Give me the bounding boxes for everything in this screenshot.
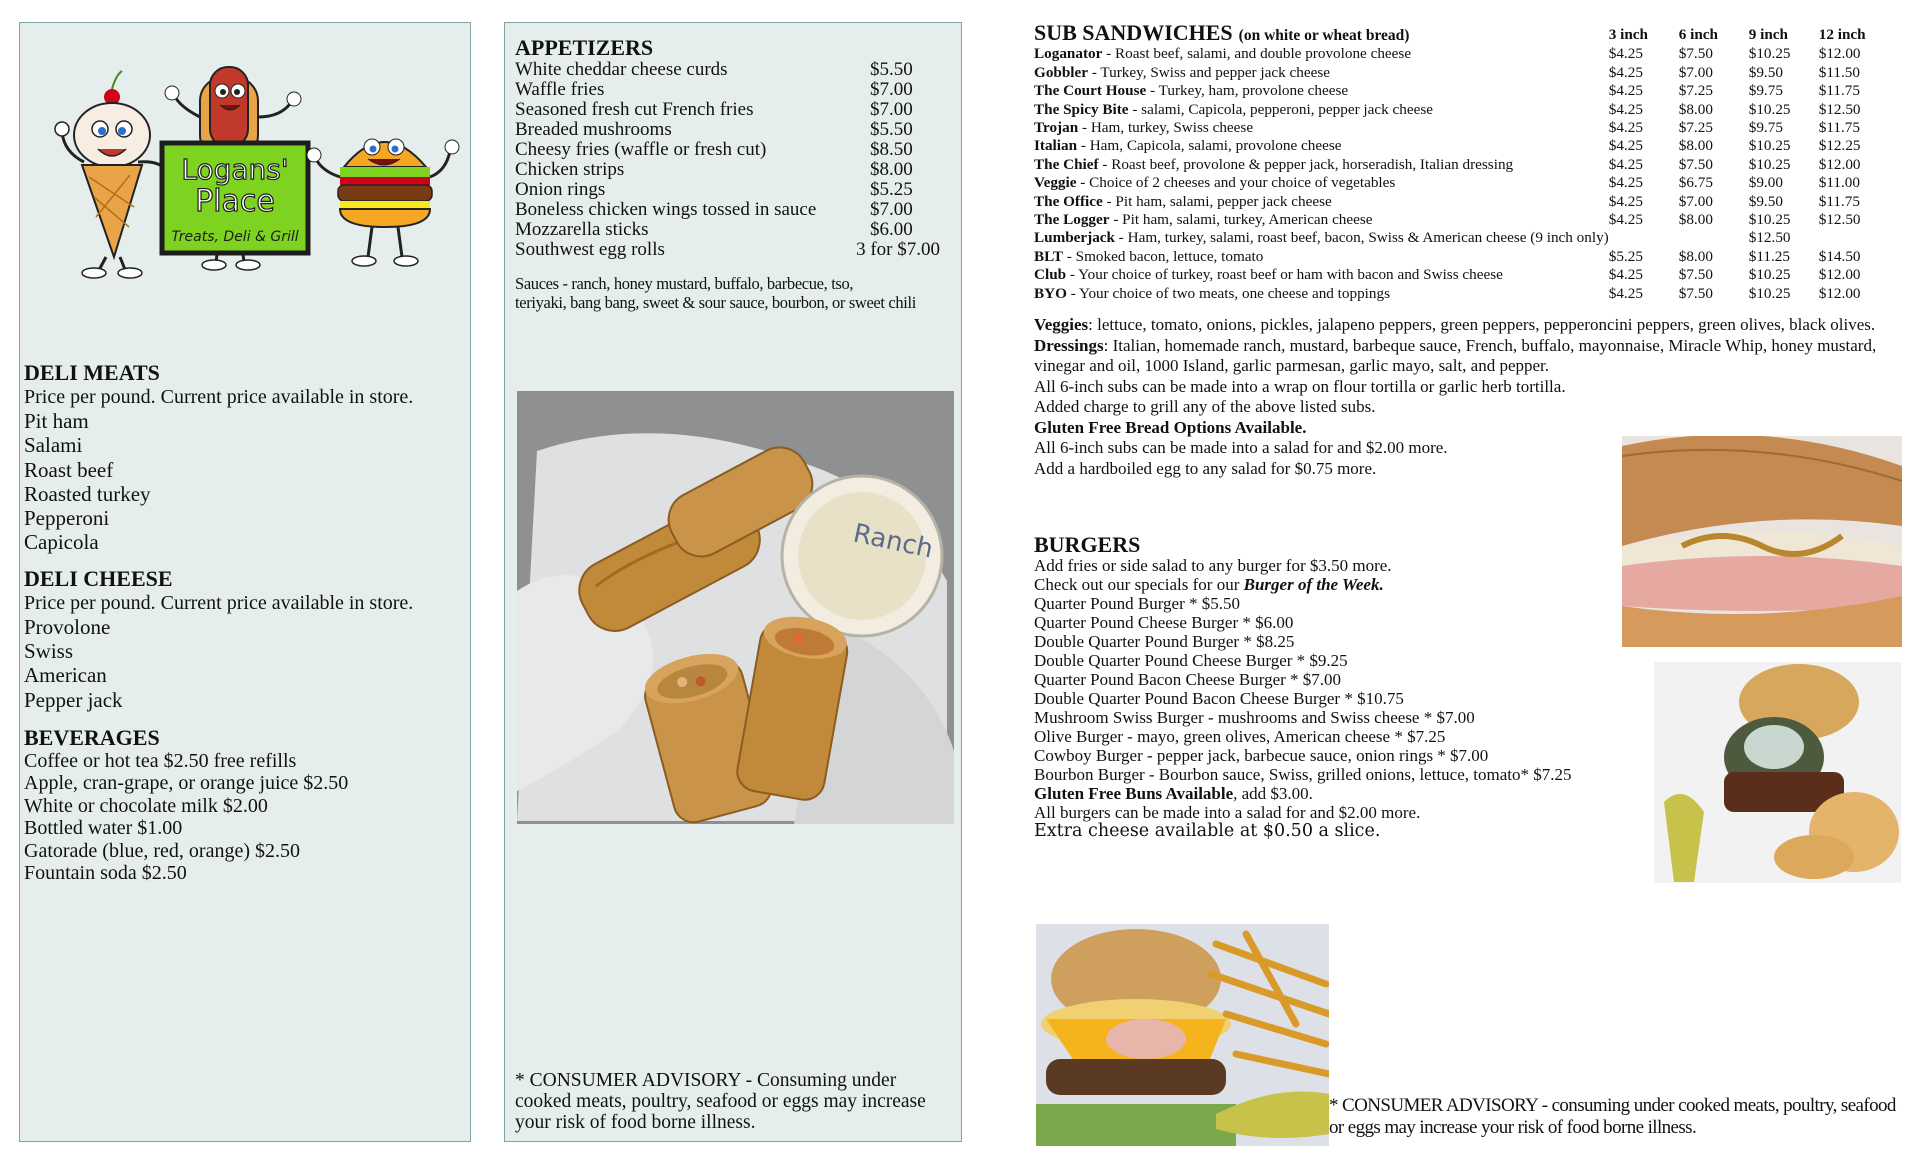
sub-name: The Office: [1034, 192, 1103, 210]
logo-line3: Treats, Deli & Grill: [171, 229, 299, 245]
deli-cheese-note: Price per pound. Current price available in store.: [24, 591, 414, 614]
appetizer-price: $8.00: [870, 159, 913, 180]
appetizer-price: $7.00: [870, 99, 913, 120]
appetizer-price: $7.00: [870, 199, 913, 220]
sub-price: [1819, 229, 1889, 247]
sub-description: [1034, 266, 1609, 284]
deli-meat-item: Salami: [24, 433, 83, 458]
specials-prefix: Check out our specials for our: [1034, 575, 1244, 595]
sub-price: $12.00: [1818, 284, 1861, 302]
sub-description: [1034, 119, 1609, 137]
sub-price: $10.25: [1748, 284, 1791, 302]
appetizers-title: APPETIZERS: [515, 35, 654, 60]
sub-description: [1034, 82, 1609, 100]
sub-sandwich-photo: [1622, 436, 1902, 647]
sub-row: [1034, 193, 1889, 211]
sauces-line: Sauces - ranch, honey mustard, buffalo, barbecue, tso,: [515, 274, 854, 293]
appetizer-price: $7.00: [870, 79, 913, 100]
burger-item: Quarter Pound Bacon Cheese Burger * $7.00: [1034, 670, 1342, 690]
burger-item: Mushroom Swiss Burger - mushrooms and Swiss cheese * $7.00: [1034, 708, 1475, 728]
appetizer-price: $5.50: [870, 59, 913, 80]
sub-description: [1034, 156, 1609, 174]
sub-row: [1034, 119, 1889, 137]
sub-price: $6.75: [1678, 174, 1713, 192]
sub-price: $10.25: [1748, 100, 1791, 118]
sub-ingredients: - Roast beef, provolone & pepper jack, horseradish, Italian dressing: [1098, 155, 1514, 173]
sub-price: $7.50: [1678, 155, 1713, 173]
deli-meat-item: Pit ham: [24, 409, 89, 433]
appetizer-name: Cheesy fries (waffle or fresh cut): [515, 139, 767, 160]
deli-meat-item: Roast beef: [24, 457, 114, 482]
beverage-item: Gatorade (blue, red, orange) $2.50: [24, 839, 300, 862]
sub-row: [1034, 82, 1889, 100]
sub-name: The Chief: [1034, 155, 1099, 173]
sub-ingredients: - Roast beef, salami, and double provolone cheese: [1102, 45, 1412, 63]
sub-price: $11.75: [1818, 119, 1860, 137]
sub-price: $9.50: [1748, 192, 1783, 210]
sub-ingredients: - Turkey, Swiss and pepper jack cheese: [1088, 63, 1330, 81]
appetizer-name: Onion rings: [515, 179, 606, 200]
sub-price: $4.25: [1608, 174, 1643, 192]
deli-meats-note: Price per pound. Current price available in store.: [24, 386, 414, 408]
burger-item: Double Quarter Pound Bacon Cheese Burger * $10.75: [1034, 689, 1404, 709]
sub-ingredients: - salami, Capicola, pepperoni, pepper jack cheese: [1128, 100, 1433, 118]
sub-price: $4.25: [1608, 100, 1643, 118]
deli-meat-item: Capicola: [24, 530, 99, 555]
sub-price: $4.25: [1608, 284, 1643, 302]
sub-price: $8.00: [1678, 247, 1713, 265]
veggies-label: Veggies: [1034, 315, 1089, 335]
egg-rolls-photo: [517, 391, 954, 824]
sub-description: [1034, 174, 1609, 192]
subs-heading: [1034, 20, 1609, 45]
sub-price: $8.00: [1678, 137, 1713, 155]
sub-price: $9.50: [1748, 63, 1783, 81]
dressings-note: [1034, 336, 1894, 377]
size-header: 9 inch: [1748, 25, 1788, 43]
sub-price: $9.75: [1748, 119, 1783, 137]
appetizer-row: [515, 100, 940, 120]
sub-price: $11.50: [1818, 63, 1860, 81]
sub-row: [1034, 211, 1889, 229]
appetizer-name: Boneless chicken wings tossed in sauce: [515, 199, 817, 220]
sub-price: $11.75: [1818, 192, 1860, 210]
appetizer-name: Chicken strips: [515, 159, 625, 180]
appetizer-name: White cheddar cheese curds: [515, 59, 728, 80]
gluten-buns-rest: , add $3.00.: [1233, 784, 1313, 804]
beverage-item: Coffee or hot tea $2.50 free refills: [24, 749, 297, 772]
deli-meat-item: Roasted turkey: [24, 481, 151, 506]
sub-name: The Court House: [1034, 82, 1147, 100]
sub-row: [1034, 45, 1889, 63]
sub-name: Club: [1034, 266, 1067, 284]
sub-ingredients: - Turkey, ham, provolone cheese: [1146, 82, 1349, 100]
subs-title: SUB SANDWICHES: [1034, 20, 1233, 45]
sub-price: $12.25: [1818, 137, 1861, 155]
sub-price: $4.25: [1608, 82, 1643, 100]
burger-photo: [1654, 662, 1901, 883]
sub-price: $11.25: [1748, 247, 1790, 265]
burger-item: Quarter Pound Cheese Burger * $6.00: [1034, 613, 1294, 633]
ranch-cup-label: Ranch: [850, 518, 936, 565]
sub-price: $7.25: [1678, 82, 1713, 100]
logo-line1: Logans': [181, 153, 289, 186]
appetizer-row: [515, 140, 940, 160]
appetizer-row: [515, 240, 940, 260]
sub-name: Italian: [1034, 137, 1078, 155]
sub-price: $7.50: [1678, 284, 1713, 302]
sub-ingredients: - Pit ham, salami, turkey, American cheese: [1109, 211, 1373, 229]
sub-price: $12.00: [1818, 155, 1861, 173]
sub-row: [1034, 174, 1889, 192]
burger-salad-note: All burgers can be made into a salad for and $2.00 more.: [1034, 803, 1421, 823]
beverage-item: Bottled water $1.00: [24, 817, 183, 840]
sub-price: $10.25: [1748, 137, 1791, 155]
appetizer-row: [515, 200, 940, 220]
sub-ingredients: - Ham, turkey, salami, roast beef, bacon, Swiss & American cheese (9 inch only): [1115, 229, 1609, 247]
sub-price: $7.50: [1678, 266, 1713, 284]
veggies-note: [1034, 315, 1894, 336]
salad-note: All 6-inch subs can be made into a salad for and $2.00 more.: [1034, 438, 1448, 458]
deli-cheese-title: DELI CHEESE: [24, 565, 173, 591]
appetizer-row: [515, 60, 940, 80]
deli-cheese-item: Swiss: [24, 639, 74, 664]
sub-description: [1034, 211, 1609, 229]
sub-price: $7.25: [1678, 119, 1713, 137]
appetizer-name: Breaded mushrooms: [515, 119, 672, 140]
sub-name: Lumberjack: [1034, 229, 1115, 247]
sub-ingredients: - Smoked bacon, lettuce, tomato: [1063, 247, 1264, 265]
sub-row: [1034, 137, 1889, 155]
sub-price: $4.25: [1608, 211, 1643, 229]
sauces-note: [515, 274, 940, 312]
cheeseburger-fries-photo: [1036, 924, 1329, 1146]
appetizer-row: [515, 160, 940, 180]
sub-price: $4.25: [1608, 119, 1643, 137]
deli-cheese-item: Provolone: [24, 614, 111, 639]
sub-price: $12.50: [1818, 211, 1861, 229]
sub-price: [1679, 229, 1749, 247]
deli-meat-item: Pepperoni: [24, 506, 110, 531]
appetizer-name: Seasoned fresh cut French fries: [515, 99, 754, 120]
deli-meats-section: [24, 361, 464, 555]
sub-row: [1034, 266, 1889, 284]
burger-item: Cowboy Burger - pepper jack, barbecue sauce, onion rings * $7.00: [1034, 746, 1489, 766]
sub-price: $12.00: [1818, 45, 1861, 63]
dressings-label: Dressings: [1034, 335, 1104, 355]
sub-description: [1034, 193, 1609, 211]
sub-price: $12.50: [1748, 229, 1791, 247]
sub-price: $7.00: [1678, 192, 1713, 210]
size-header: 6 inch: [1678, 25, 1718, 43]
sub-ingredients: - Choice of 2 cheeses and your choice of vegetables: [1076, 174, 1396, 192]
consumer-advisory-middle: * CONSUMER ADVISORY - Consuming under cooked meats, poultry, seafood or eggs may increase your risk of food borne illness.: [515, 1070, 926, 1133]
subs-table: [1034, 20, 1889, 303]
burger-item: Bourbon Burger - Bourbon sauce, Swiss, grilled onions, lettuce, tomato* $7.25: [1034, 765, 1572, 785]
subs-body: [1034, 45, 1889, 303]
appetizer-name: Mozzarella sticks: [515, 219, 649, 240]
sub-row: [1034, 101, 1889, 119]
deli-cheese-item: American: [24, 663, 107, 688]
sub-description: [1034, 137, 1609, 155]
sub-price: $4.25: [1608, 137, 1643, 155]
size-header: 12 inch: [1818, 25, 1866, 43]
appetizer-row: [515, 80, 940, 100]
sauces-line: teriyaki, bang bang, sweet & sour sauce, bourbon, or sweet chili: [515, 293, 916, 312]
sub-price: $10.25: [1748, 266, 1791, 284]
sub-price: $10.25: [1748, 45, 1791, 63]
sub-row: [1034, 64, 1889, 82]
sub-description: [1034, 101, 1609, 119]
sub-price: $4.25: [1608, 63, 1643, 81]
left-menu-content: [24, 361, 464, 895]
logo-line2: Place: [195, 184, 275, 219]
sub-name: Gobbler: [1034, 63, 1089, 81]
sub-price: $14.50: [1818, 247, 1861, 265]
sub-description: [1034, 285, 1609, 303]
gluten-free-bread-note: Gluten Free Bread Options Available.: [1034, 417, 1307, 437]
appetizers-section: [515, 36, 940, 312]
sub-price: [1609, 229, 1679, 247]
appetizer-price: $8.50: [870, 139, 913, 160]
sub-price: $7.00: [1678, 63, 1713, 81]
sub-price: $4.25: [1608, 155, 1643, 173]
sub-ingredients: - Pit ham, salami, pepper jack cheese: [1102, 192, 1332, 210]
sub-ingredients: - Your choice of turkey, roast beef or ham with bacon and Swiss cheese: [1066, 266, 1503, 284]
burger-item: Double Quarter Pound Burger * $8.25: [1034, 632, 1295, 652]
logo-sign: [162, 143, 308, 253]
deli-cheese-item: Pepper jack: [24, 687, 123, 712]
sub-price: $4.25: [1608, 192, 1643, 210]
sub-price: $9.75: [1748, 82, 1783, 100]
sub-name: Trojan: [1034, 119, 1079, 137]
middle-panel: [504, 22, 962, 1142]
subs-subtitle: (on white or wheat bread): [1238, 27, 1410, 44]
dressings-text: : Italian, homemade ranch, mustard, barbeque sauce, French, buffalo, mayonnaise, Miracle Whip, honey mustard, vinegar and oil, 1000 Island, garlic parmesan, garlic mayo, salt, and pepper.: [1034, 335, 1877, 376]
sub-name: BLT: [1034, 247, 1063, 265]
extra-cheese-note: Extra cheese available at $0.50 a slice.: [1034, 821, 1381, 842]
sub-description: [1034, 64, 1609, 82]
sub-name: Loganator: [1034, 45, 1103, 63]
appetizer-name: Waffle fries: [515, 79, 605, 100]
sub-price: $4.25: [1608, 45, 1643, 63]
appetizer-name: Southwest egg rolls: [515, 239, 665, 260]
appetizer-price: $6.00: [870, 219, 913, 240]
burger-item: Double Quarter Pound Cheese Burger * $9.25: [1034, 651, 1348, 671]
sub-description: [1034, 248, 1609, 266]
sub-description: [1034, 229, 1609, 247]
gluten-buns-bold: Gluten Free Buns Available: [1034, 784, 1234, 804]
sub-name: BYO: [1034, 284, 1067, 302]
egg-note: Add a hardboiled egg to any salad for $0.75 more.: [1034, 458, 1377, 478]
sub-ingredients: - Ham, turkey, Swiss cheese: [1078, 119, 1254, 137]
burger-fries-note: Add fries or side salad to any burger for $3.50 more.: [1034, 556, 1392, 576]
beverages-section: [24, 726, 464, 885]
sub-price: $8.00: [1678, 100, 1713, 118]
burger-item: Olive Burger - mayo, green olives, American cheese * $7.25: [1034, 727, 1446, 747]
sub-price: $10.25: [1748, 211, 1791, 229]
sub-name: The Logger: [1034, 211, 1110, 229]
sub-row: [1034, 156, 1889, 174]
burger-mascot: [307, 139, 459, 266]
sub-price: $8.00: [1678, 211, 1713, 229]
consumer-advisory-right: * CONSUMER ADVISORY - consuming under cooked meats, poultry, seafood or eggs may increase your risk of food borne illness.: [1329, 1095, 1896, 1138]
sub-price: $9.00: [1748, 174, 1783, 192]
wrap-note: All 6-inch subs can be made into a wrap on flour tortilla or garlic herb tortilla.: [1034, 376, 1566, 396]
appetizer-price: 3 for $7.00: [856, 239, 940, 260]
beverage-item: White or chocolate milk $2.00: [24, 794, 268, 817]
left-panel: [19, 22, 471, 1142]
sub-row: [1034, 229, 1889, 247]
appetizer-row: [515, 120, 940, 140]
appetizer-price: $5.25: [870, 179, 913, 200]
beverage-item: Fountain soda $2.50: [24, 862, 187, 885]
appetizer-price: $5.50: [870, 119, 913, 140]
sub-price: $12.00: [1818, 266, 1861, 284]
grill-note: Added charge to grill any of the above listed subs.: [1034, 397, 1376, 417]
sub-name: Veggie: [1034, 174, 1077, 192]
sub-description: [1034, 45, 1609, 63]
sub-price: $12.50: [1818, 100, 1861, 118]
appetizer-row: [515, 220, 940, 240]
burgers-title: BURGERS: [1034, 532, 1141, 558]
appetizer-row: [515, 180, 940, 200]
burger-item: Quarter Pound Burger * $5.50: [1034, 594, 1241, 614]
size-header: 3 inch: [1608, 25, 1648, 43]
logans-place-logo: [34, 57, 464, 282]
deli-meats-title: DELI MEATS: [24, 360, 160, 385]
sub-price: $5.25: [1608, 247, 1643, 265]
ice-cream-mascot: [55, 71, 168, 278]
subs-header-row: [1034, 24, 1889, 45]
sub-ingredients: - Ham, Capicola, salami, provolone cheese: [1077, 137, 1342, 155]
beverage-item: Apple, cran-grape, or orange juice $2.50: [24, 772, 349, 795]
burger-of-week: Burger of the Week.: [1243, 575, 1384, 595]
sub-row: [1034, 285, 1889, 303]
sub-row: [1034, 248, 1889, 266]
sub-price: $10.25: [1748, 155, 1791, 173]
deli-cheese-section: [24, 567, 464, 712]
sub-price: $4.25: [1608, 266, 1643, 284]
sub-price: $7.50: [1678, 45, 1713, 63]
beverages-title: BEVERAGES: [24, 724, 160, 750]
sub-price: $11.00: [1818, 174, 1860, 192]
sub-name: The Spicy Bite: [1034, 100, 1129, 118]
veggies-text: : lettuce, tomato, onions, pickles, jalapeno peppers, green peppers, pepperoncini peppers, green olives, black olives.: [1088, 315, 1876, 335]
sub-ingredients: - Your choice of two meats, one cheese and toppings: [1066, 284, 1391, 302]
sub-price: $11.75: [1818, 82, 1860, 100]
